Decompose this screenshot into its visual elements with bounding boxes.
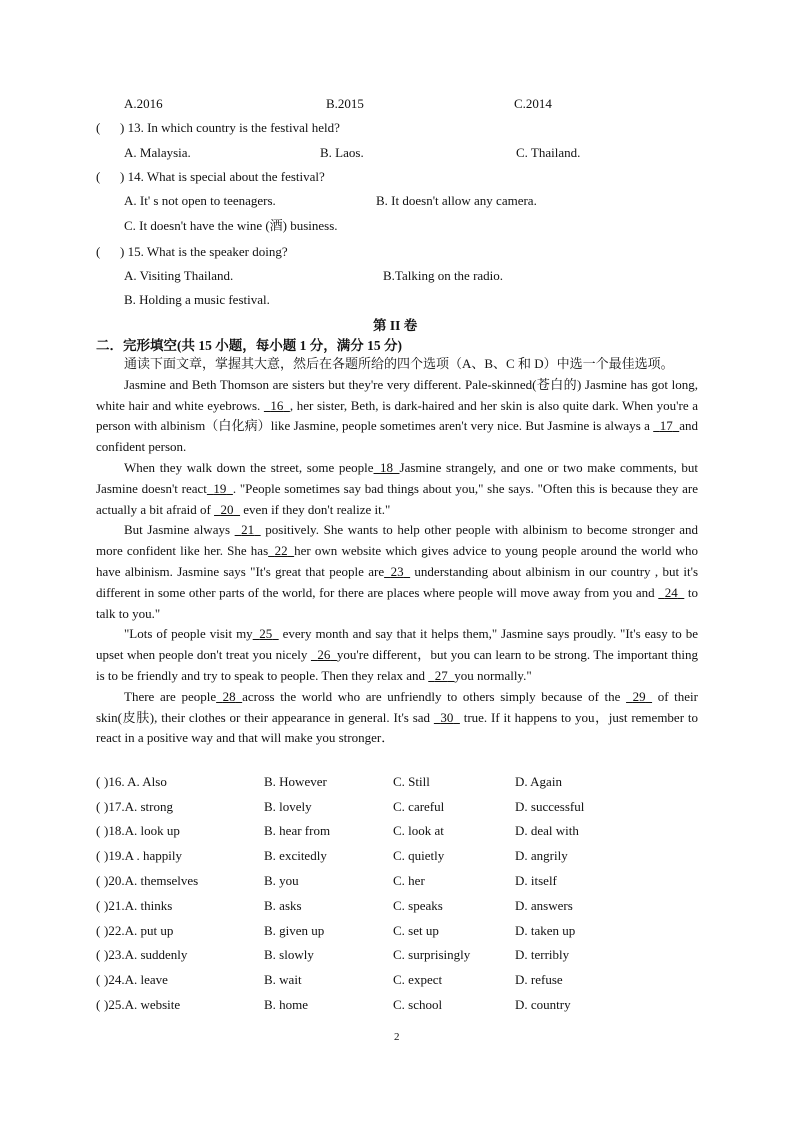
q14-stem: ) 14. What is special about the festival?	[120, 169, 325, 184]
option-b: B. asks	[264, 898, 302, 913]
option-c: C. her	[393, 873, 425, 888]
paragraph-4: "Lots of people visit my 25 every month and say that it helps them," Jasmine says proudly. "It's easy to be upset when people don't treat you nicely 26 you're different，but you can learn to be strong. The important thing is to be friendly and try to speak to people. Then they relax and 27 you normally."	[96, 624, 698, 686]
paragraph-5: There are people 28 across the world who are unfriendly to others simply because of the 29 of their skin(皮肤), their clothes or their appearance in general. It's sad 30 true. If it happens to you，just remember to react in a positive way and that will make you stronger．	[96, 688, 698, 746]
option-c: C. quietly	[393, 848, 445, 863]
option-b: B. wait	[264, 972, 302, 987]
option-a: )24.A. leave	[104, 972, 168, 987]
blank-26: 26	[317, 647, 331, 663]
blank-21: 21	[241, 522, 255, 538]
option-c: C. Still	[393, 774, 430, 789]
option-a: )21.A. thinks	[104, 898, 173, 913]
option-d: D. Again	[515, 774, 562, 789]
option-c: C. careful	[393, 799, 445, 814]
option-d: D. refuse	[515, 972, 563, 987]
option-c: C. expect	[393, 972, 443, 987]
option-b: B. slowly	[264, 947, 314, 962]
blank-30: 30	[440, 709, 454, 725]
blank-20: 20	[220, 501, 234, 517]
option-b: B. you	[264, 873, 299, 888]
answer-paren: (	[96, 997, 101, 1012]
answer-paren: (	[96, 848, 101, 863]
blank-23: 23	[390, 563, 404, 579]
q12-option-b: B.2015	[326, 96, 364, 111]
option-a: )17.A. strong	[104, 799, 173, 814]
q13-stem: ) 13. In which country is the festival held?	[120, 120, 340, 135]
option-a: )25.A. website	[104, 997, 181, 1012]
option-b: B. lovely	[264, 799, 312, 814]
option-d: D. successful	[515, 799, 585, 814]
option-b: B. home	[264, 997, 309, 1012]
option-b: B. excitedly	[264, 848, 327, 863]
option-d: D. itself	[515, 873, 557, 888]
q13-option-b: B. Laos.	[320, 145, 364, 160]
answer-paren: (	[96, 799, 101, 814]
section-heading: 二．完形填空(共 15 小题，每小题 1 分，满分 15 分)	[96, 338, 402, 353]
option-d: D. deal with	[515, 823, 579, 838]
option-c: C. surprisingly	[393, 947, 471, 962]
answer-paren: (	[96, 898, 101, 913]
option-b: B. given up	[264, 923, 325, 938]
option-a: )19.A . happily	[104, 848, 182, 863]
blank-19: 19	[213, 480, 227, 496]
blank-25: 25	[259, 626, 273, 642]
cloze-passage	[96, 354, 698, 749]
blank-28: 28	[222, 688, 236, 704]
paragraph-3: But Jasmine always 21 positively. She wants to help other people with albinism to become stronger and more confident like her. She has 22 her own website which gives advice to young people around the world who have albinism. Jasmine says "It's great that people are 23 understanding about albinism in our country , but it's different in some other parts of the world, for there are places where people will move away from you and 24 to talk to you."	[96, 522, 699, 621]
q15-option-b: B.Talking on the radio.	[383, 268, 504, 283]
q13-option-c: C. Thailand.	[516, 145, 581, 160]
option-a: )23.A. suddenly	[104, 947, 188, 962]
page-number: 2	[394, 1031, 400, 1043]
q15-stem: ) 15. What is the speaker doing?	[120, 244, 288, 259]
answer-paren: (	[96, 923, 101, 938]
option-c: C. set up	[393, 923, 439, 938]
option-d: D. taken up	[515, 923, 576, 938]
option-c: C. speaks	[393, 898, 443, 913]
option-c: C. look at	[393, 823, 444, 838]
option-d: D. country	[515, 997, 571, 1012]
option-a: )22.A. put up	[104, 923, 174, 938]
blank-27: 27	[434, 667, 448, 683]
answer-paren: (	[96, 873, 101, 888]
instruction: 通读下面文章，掌握其大意，然后在各题所给的四个选项（A、B、C 和 D）中选一个最佳选项。	[124, 356, 674, 371]
blank-29: 29	[632, 688, 646, 704]
blank-17: 17	[659, 418, 673, 434]
option-d: D. angrily	[515, 848, 568, 863]
option-a: )18.A. look up	[104, 823, 180, 838]
blank-16: 16	[270, 397, 284, 413]
answer-paren: (	[96, 823, 101, 838]
q13-option-a: A. Malaysia.	[124, 145, 191, 160]
option-b: B. hear from	[264, 823, 331, 838]
answer-paren: (	[96, 774, 101, 789]
blank-24: 24	[664, 584, 678, 600]
q14-paren: (	[96, 169, 101, 184]
q15-paren: (	[96, 244, 101, 259]
q14-option-b: B. It doesn't allow any camera.	[376, 193, 537, 208]
answer-paren: (	[96, 947, 101, 962]
q14-option-a: A. It' s not open to teenagers.	[124, 193, 276, 208]
option-d: D. answers	[515, 898, 573, 913]
q14-option-c: C. It doesn't have the wine (酒) business.	[124, 218, 338, 233]
paragraph-2: When they walk down the street, some people 18 Jasmine strangely, and one or two make comments, but Jasmine doesn't react 19 . "People sometimes say bad things about you," she says. "Often this is because they are actually a bit afraid of 20 even if they don't realize it."	[96, 458, 698, 520]
option-d: D. terribly	[515, 947, 570, 962]
blank-18: 18	[380, 459, 394, 475]
section-title: 第 II 卷	[373, 318, 418, 333]
answer-paren: (	[96, 972, 101, 987]
blank-22: 22	[274, 543, 288, 559]
option-a: )20.A. themselves	[104, 873, 199, 888]
option-a: )16. A. Also	[104, 774, 167, 789]
option-b: B. However	[264, 774, 327, 789]
q12-option-a: A.2016	[124, 96, 163, 111]
q15-option-c: B. Holding a music festival.	[124, 292, 270, 307]
q12-option-c: C.2014	[514, 96, 552, 111]
paragraph-1: Jasmine and Beth Thomson are sisters but they're very different. Pale-skinned(苍白的) Jasmine has got long, white hair and white eyebrows. 16 , her sister, Beth, is dark-haired and her skin is also quite dark. When you're a person with albinism（白化病）like Jasmine, people sometimes aren't very nice. But Jasmine is always a 17 and confident person.	[96, 376, 699, 455]
option-c: C. school	[393, 997, 443, 1012]
q13-paren: (	[96, 120, 101, 135]
q15-option-a: A. Visiting Thailand.	[124, 268, 234, 283]
